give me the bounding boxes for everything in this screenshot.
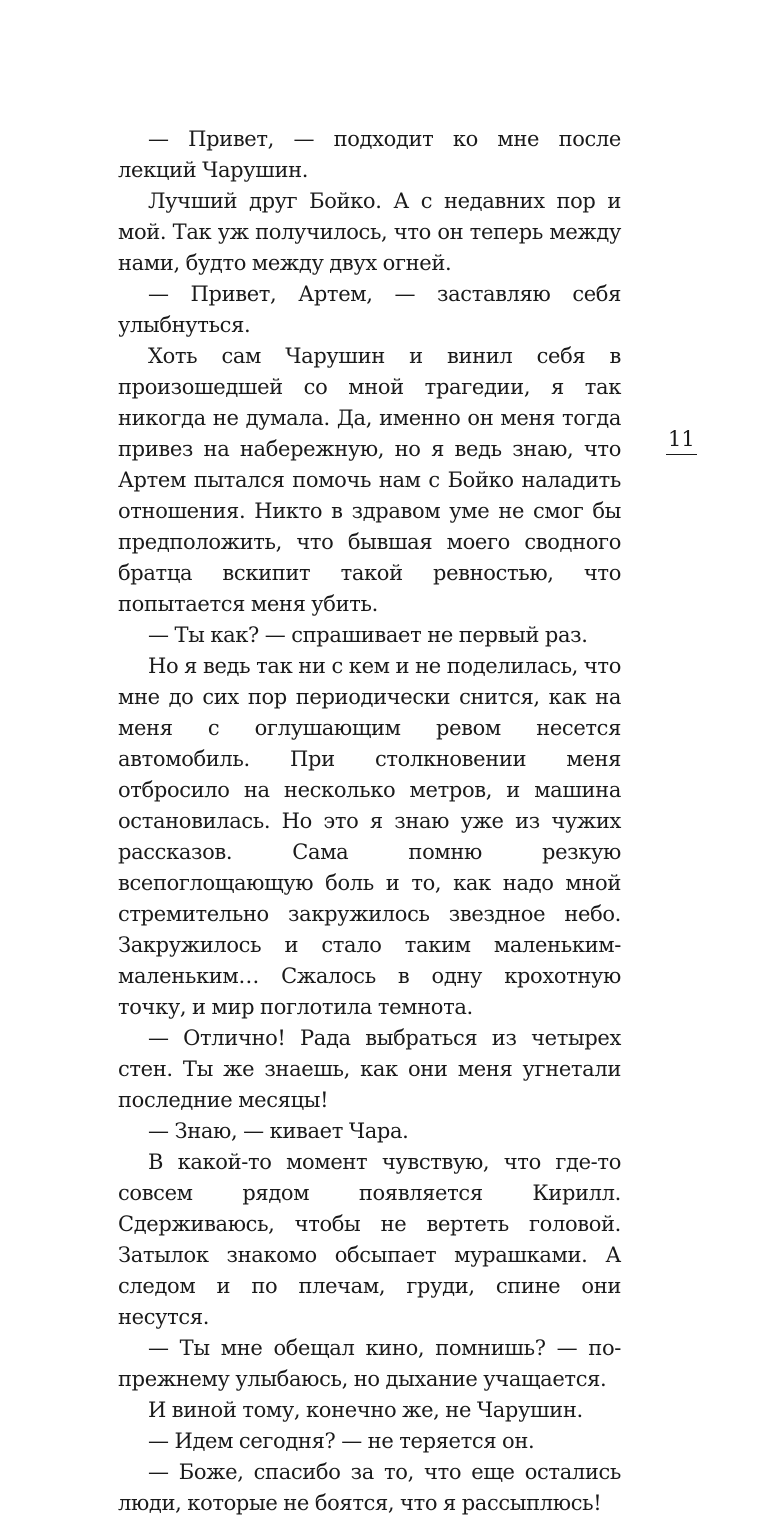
- paragraph: — Привет, Артем, — заставляю себя улыбнуться.: [118, 282, 621, 337]
- paragraph: И виной тому, конечно же, не Чарушин.: [148, 1398, 583, 1422]
- paragraph: Но я ведь так ни с кем и не поделилась, что мне до сих пор периодически снится, как на меня с оглушающим ревом несется автомобиль. При столкновении меня отбросило на несколько метров, и машина остановилась. Но это я знаю уже из чужих рассказов. Сама помню резкую всепоглощающую боль и то, как надо мной стремительно закружилось звездное небо. Закружилось и стало таким маленьким-маленьким… Сжалось в одну крохотную точку, и мир поглотила темнота.: [118, 654, 621, 1019]
- page-number: 11: [666, 427, 697, 455]
- paragraph: — Ты как? — спрашивает не первый раз.: [148, 623, 588, 647]
- paragraph: — Идем сегодня? — не теряется он.: [148, 1429, 535, 1453]
- paragraph: — Отлично! Рада выбраться из четырех стен. Ты же знаешь, как они меня угнетали последние месяцы!: [118, 1026, 621, 1112]
- paragraph: Хоть сам Чарушин и винил себя в произошедшей со мной трагедии, я так никогда не думала. Да, именно он меня тогда привез на набережную, но я ведь знаю, что Артем пытался помочь нам с Бойко наладить отношения. Никто в здравом уме не смог бы предположить, что бывшая моего сводного братца вскипит такой ревностью, что попытается меня убить.: [118, 344, 621, 616]
- book-page-text: [118, 124, 621, 1519]
- paragraph: В какой-то момент чувствую, что где-то совсем рядом появляется Кирилл. Сдерживаюсь, чтобы не вертеть головой. Затылок знакомо обсыпает мурашками. А следом и по плечам, груди, спине они несутся.: [118, 1150, 621, 1329]
- paragraph: Лучший друг Бойко. А с недавних пор и мой. Так уж получилось, что он теперь между нами, будто между двух огней.: [118, 189, 621, 275]
- paragraph: — Боже, спасибо за то, что еще остались люди, которые не боятся, что я рассыплюсь!: [118, 1460, 621, 1515]
- paragraph: — Знаю, — кивает Чара.: [148, 1119, 409, 1143]
- paragraph: — Ты мне обещал кино, помнишь? — по-прежнему улыбаюсь, но дыхание учащается.: [118, 1336, 621, 1391]
- paragraph: — Привет, — подходит ко мне после лекций Чарушин.: [118, 127, 621, 182]
